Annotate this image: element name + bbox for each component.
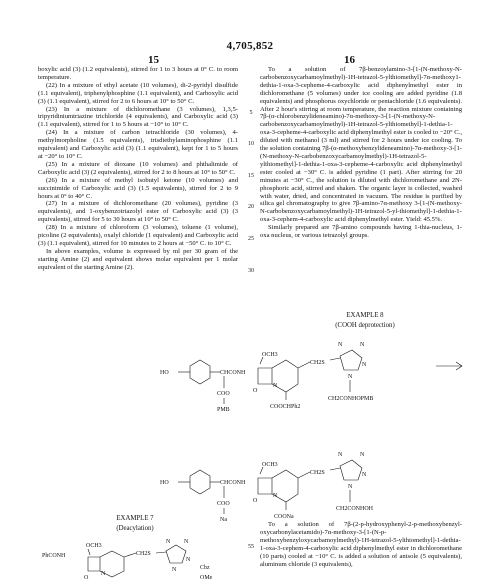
label: PhCONH: [42, 553, 66, 559]
line-marker: 5: [249, 110, 253, 116]
line-marker: 25: [248, 236, 254, 242]
label: N: [186, 557, 191, 563]
label: HO: [160, 480, 169, 486]
patent-number: 4,705,852: [226, 40, 274, 52]
bottom-right-text: To a solution of 7β-(2-p-hydroxyphenyl-2-p-methoxybenzyl-oxycarbonylacetamido)-7α-methoxy-3-[1-(N-p-methoxybenzyloxycarbamoylmethyl)-1H-tetrazol-5-ylthiomethyl]-1-dethia-1-oxa-3-cephem-4-carboxylic acid diphenylmethyl ester in dichloromethane (10 parts) cooled at −10° C. is added a solution of anisole (5 equivalents), aluminum chloride (3 equivalents),: [260, 521, 462, 568]
line-marker: 30: [248, 268, 254, 274]
paragraph: (24) In a mixture of carbon tetrachloride (30 volumes), 4-methylmorpholine (1.5 equivalents), trisdiethylaminophosphine (1.1 equivalent) and Carboxylic acid (3) (1.1 equivalent), kept for 1 to 5 hours at −20° to 10° C.: [38, 129, 238, 160]
label: N: [338, 452, 343, 458]
example-7-subtitle: (Deacylation): [116, 525, 154, 532]
line-marker: 15: [248, 173, 254, 179]
label: CHCONH: [220, 370, 246, 376]
label: OCH3: [86, 543, 102, 549]
line-marker: 20: [248, 204, 254, 210]
label: N: [273, 493, 278, 499]
label: OCH3: [262, 462, 278, 468]
paragraph: (22) In a mixture of ethyl acetate (10 volumes), di-2-pyridyl disulfide (1.1 equivalent), triphenylphosphine (1.1 equivalent), and Carboxylic acid (3) (1.1 equivalent), stirred for 2 to 6 hours at 10° to 50° C.: [38, 81, 238, 105]
label: N: [360, 452, 365, 458]
column-number-left: 15: [148, 54, 159, 66]
label: CH2CONHOPMB: [328, 396, 374, 402]
column-number-right: 16: [344, 54, 355, 66]
label: CH2S: [310, 470, 325, 476]
paragraph: In above examples, volume is expressed by ml per 30 gram of the starting Amine (2) and equivalent shows molar equivalent per 1 molar equivalent of the starting Amine (2).: [38, 247, 238, 271]
chemical-structure-1: [150, 330, 470, 412]
paragraph: (25) In a mixture of dioxane (10 volumes) and phthalimide of Carboxylic acid (3) (2 equivalents), stirred for 2 to 8 hours at 10° to 50° C.: [38, 160, 238, 176]
example-8-subtitle: (COOH deprotection): [335, 322, 395, 329]
label: N: [184, 539, 189, 545]
line-marker: 55: [248, 544, 254, 550]
label: HO: [160, 370, 169, 376]
label: N: [101, 571, 106, 577]
label: PMB: [217, 407, 230, 412]
example-7-title: EXAMPLE 7: [116, 515, 154, 522]
paragraph: (26) In a mixture of methyl isobutyl ketone (10 volumes) and succinimide of Carboxylic acid (3) (1.5 equivalents), stirred for 2 to 9 hours at 0° to 40° C.: [38, 176, 238, 200]
label: O: [253, 388, 258, 394]
example-8-title: EXAMPLE 8: [346, 312, 384, 319]
label: N: [360, 342, 365, 348]
label: N: [362, 362, 367, 368]
label: N: [348, 374, 353, 380]
label: O: [253, 498, 258, 504]
label: Cbz: [200, 565, 210, 571]
label: O: [84, 575, 89, 581]
label: COOCHPh2: [270, 404, 301, 410]
label: CH2CONHOH: [336, 506, 374, 512]
chemical-structure-3: [40, 535, 240, 587]
paragraph: (28) In a mixture of chloroform (3 volumes), toluene (1 volume), picoline (2 equivalents), oxalyl chloride (1 equivalent) and Carboxylic acid (3) (1.1 equivalent), stirred for 10 minutes to 2 hours at −50° C. to 10° C.: [38, 224, 238, 247]
label: Na: [220, 517, 227, 523]
label: N: [166, 539, 171, 545]
label: CHCONH: [220, 480, 246, 486]
paragraph: Similarly prepared are 7β-amino compounds having 1-thia-nucleus, 1-oxa nucleus, or various tetrazolyl groups.: [260, 224, 462, 240]
label: CH2S: [310, 360, 325, 366]
paragraph: (23) In a mixture of dichloromethane (3 volumes), 1,3,5-tripyridiniumtriazine trichloride (4 equivalents), and Carboxylic acid (3) (1.1 equivalent), stirred for 1 to 5 hours at −10° to 10° C.: [38, 105, 238, 129]
label: OCH3: [262, 352, 278, 358]
label: N: [362, 472, 367, 478]
label: OMe: [200, 575, 213, 581]
line-marker: 10: [248, 141, 254, 147]
paragraph: boxylic acid (3) (1.2 equivalents), stirred for 1 to 3 hours at 0° C. to room temperature.: [38, 66, 238, 81]
label: COO: [217, 501, 230, 507]
label: N: [348, 484, 353, 490]
paragraph: (27) In a mixture of dichloromethane (20 volumes), pyridine (3 equivalents), and 1-oxybenzotriazolyl ester of Carboxylic acid (3) (3 equivalents), stirred for 5 to 30 hours at 10° to 50° C.: [38, 200, 238, 224]
label: N: [273, 383, 278, 389]
label: CH2S: [136, 551, 151, 557]
label: COONa: [274, 514, 294, 520]
label: COO: [217, 391, 230, 397]
right-column: [260, 66, 462, 240]
label: N: [172, 567, 177, 573]
left-column: [38, 66, 238, 272]
label: N: [338, 342, 343, 348]
paragraph: To a solution of 7β-benzoylamino-3-[1-(N-methoxy-N-carbobenzoxycarbamoylmethyl)-1H-tetrazol-5-ylthiomethyl]-7α-methoxy1-dethia-1-oxa-3-cepheme-4-carboxylic acid diphenylmethyl ester in dichloromethane (5 volumes) under ice cooling are added pyridine (1.8 equivalents) and phosphorus oxychloride or pentachloride (1.6 equivalents). After 2 hour's stirring at room temperature, the reaction mixture containing 7β-(α-chlorobenzylideneamino)-7α-methoxy-3-[1-(N-methoxy-N-carbobenzoxycarbamoylmethyl)-1H-tetrazol-5-ylthiomethyl]-1-dethia-1-oxa-3-cepheme-4-carboxylic acid diphenylmethyl ester is cooled to −20° C., diluted with methanol (3 ml) and stirred for 2 hours under ice cooling. To the solution containing 7β-(α-methoxybenzylideneamino)-7α-methoxy-3-[1-(N-methoxy-N-carbobenzoxycarbamoylmethyl)-1H-tetrazol-5-ylthiomethyl]-1-dethia-1-oxa-3-cepheme-4-carboxylic acid diphenylmethyl ester cooled at −30° C. is added pyridine (1 part). After stirring for 20 minutes at −30° C., the solution is diluted with dichloromethane and 2N-phosphoric acid, stirred and shaken. The organic layer is collected, washed with water, dried, and concentrated in vacuum. The residue is purified by silica gel chromatography to give 7β-amino-7α-methoxy 3-[1-(N-methoxy-N-carbobenzoxycarbamoylmethyl)-1H-tetrazol-5-yl-thiomethyl]-1-dethia-1-oxa-3-cephem-4-carboxylic acid diphenylmethyl ester. Yield: 45.5%.: [260, 66, 462, 224]
